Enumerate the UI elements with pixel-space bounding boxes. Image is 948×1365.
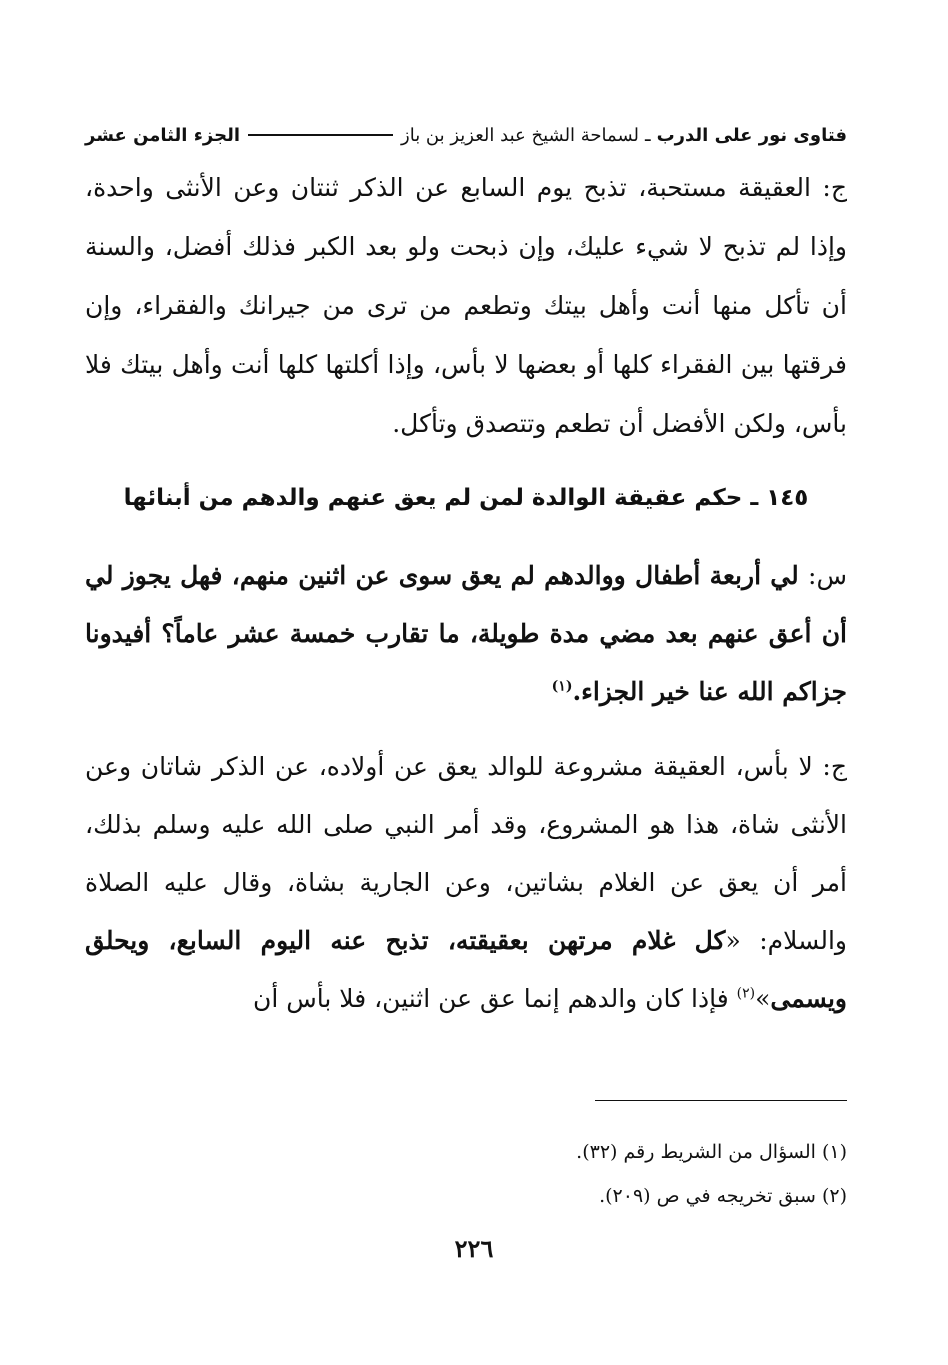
header-part: الجزء الثامن عشر <box>85 124 241 146</box>
question-text: لي أربعة أطفال ووالدهم لم يعق سوى عن اثنين منهم، فهل يجوز لي أن أعق عنهم بعد مضي مدة طويلة، ما تقارب خمسة عشر عاماً؟ أفيدونا جزاكم الله عنا خير الجزاء. <box>85 561 847 706</box>
answer-footnote-ref[interactable]: (٢) <box>736 985 756 1002</box>
question-paragraph <box>85 547 847 721</box>
hadith-quote: كل غلام مرتهن بعقيقته، تذبح عنه اليوم السابع، ويحلق ويسمى <box>85 926 847 1013</box>
answer-2-part2: فإذا كان والدهم إنما عق عن اثنين، فلا بأس أن <box>252 984 737 1013</box>
answer-2-part1: ج: لا بأس، العقيقة مشروعة للوالد يعق عن أولاده، عن الذكر شاتان وعن الأنثى شاة، هذا هو المشروع، وقد أمر النبي صلى الله عليه وسلم بذلك، أمر أن يعق عن الغلام بشاتين، وعن الجارية بشاة، وقال عليه الصلاة والسلام: « <box>85 752 848 955</box>
answer-paragraph-2 <box>85 738 847 1028</box>
question-prefix: س: <box>808 561 847 590</box>
footnotes <box>85 1130 847 1218</box>
header-separator: ـ <box>645 124 651 146</box>
hadith-close-quote: » <box>755 984 771 1013</box>
header-book-title: فتاوى نور على الدرب <box>656 124 847 146</box>
running-header <box>85 118 847 152</box>
page-number: ٢٢٦ <box>454 1234 494 1263</box>
footnote-2: (٢) سبق تخريجه في ص (٢٠٩). <box>599 1185 847 1207</box>
answer-paragraph-1 <box>85 158 847 453</box>
footnote-rule <box>595 1100 847 1101</box>
section-heading: ١٤٥ ـ حكم عقيقة الوالدة لمن لم يعق عنهم والدهم من أبنائها <box>123 485 809 511</box>
question-footnote-ref[interactable]: (١) <box>551 678 573 695</box>
answer-1-text: ج: العقيقة مستحبة، تذبح يوم السابع عن الذكر ثنتان وعن الأنثى واحدة، وإذا لم تذبح لا شيء عليك، وإن ذبحت ولو بعد الكبر فذلك أفضل، والسنة أن تأكل منها أنت وأهل بيتك وتطعم من ترى من جيرانك والفقراء، وإن فرقتها بين الفقراء كلها أو بعضها لا بأس، وإذا أكلتها كلها أنت وأهل بيتك فلا بأس، ولكن الأفضل أن تطعم وتتصدق وتأكل. <box>85 173 847 438</box>
header-author: لسماحة الشيخ عبد العزيز بن باز <box>401 124 639 146</box>
header-rule <box>248 134 393 136</box>
footnote-1: (١) السؤال من الشريط رقم (٣٢). <box>576 1141 847 1163</box>
